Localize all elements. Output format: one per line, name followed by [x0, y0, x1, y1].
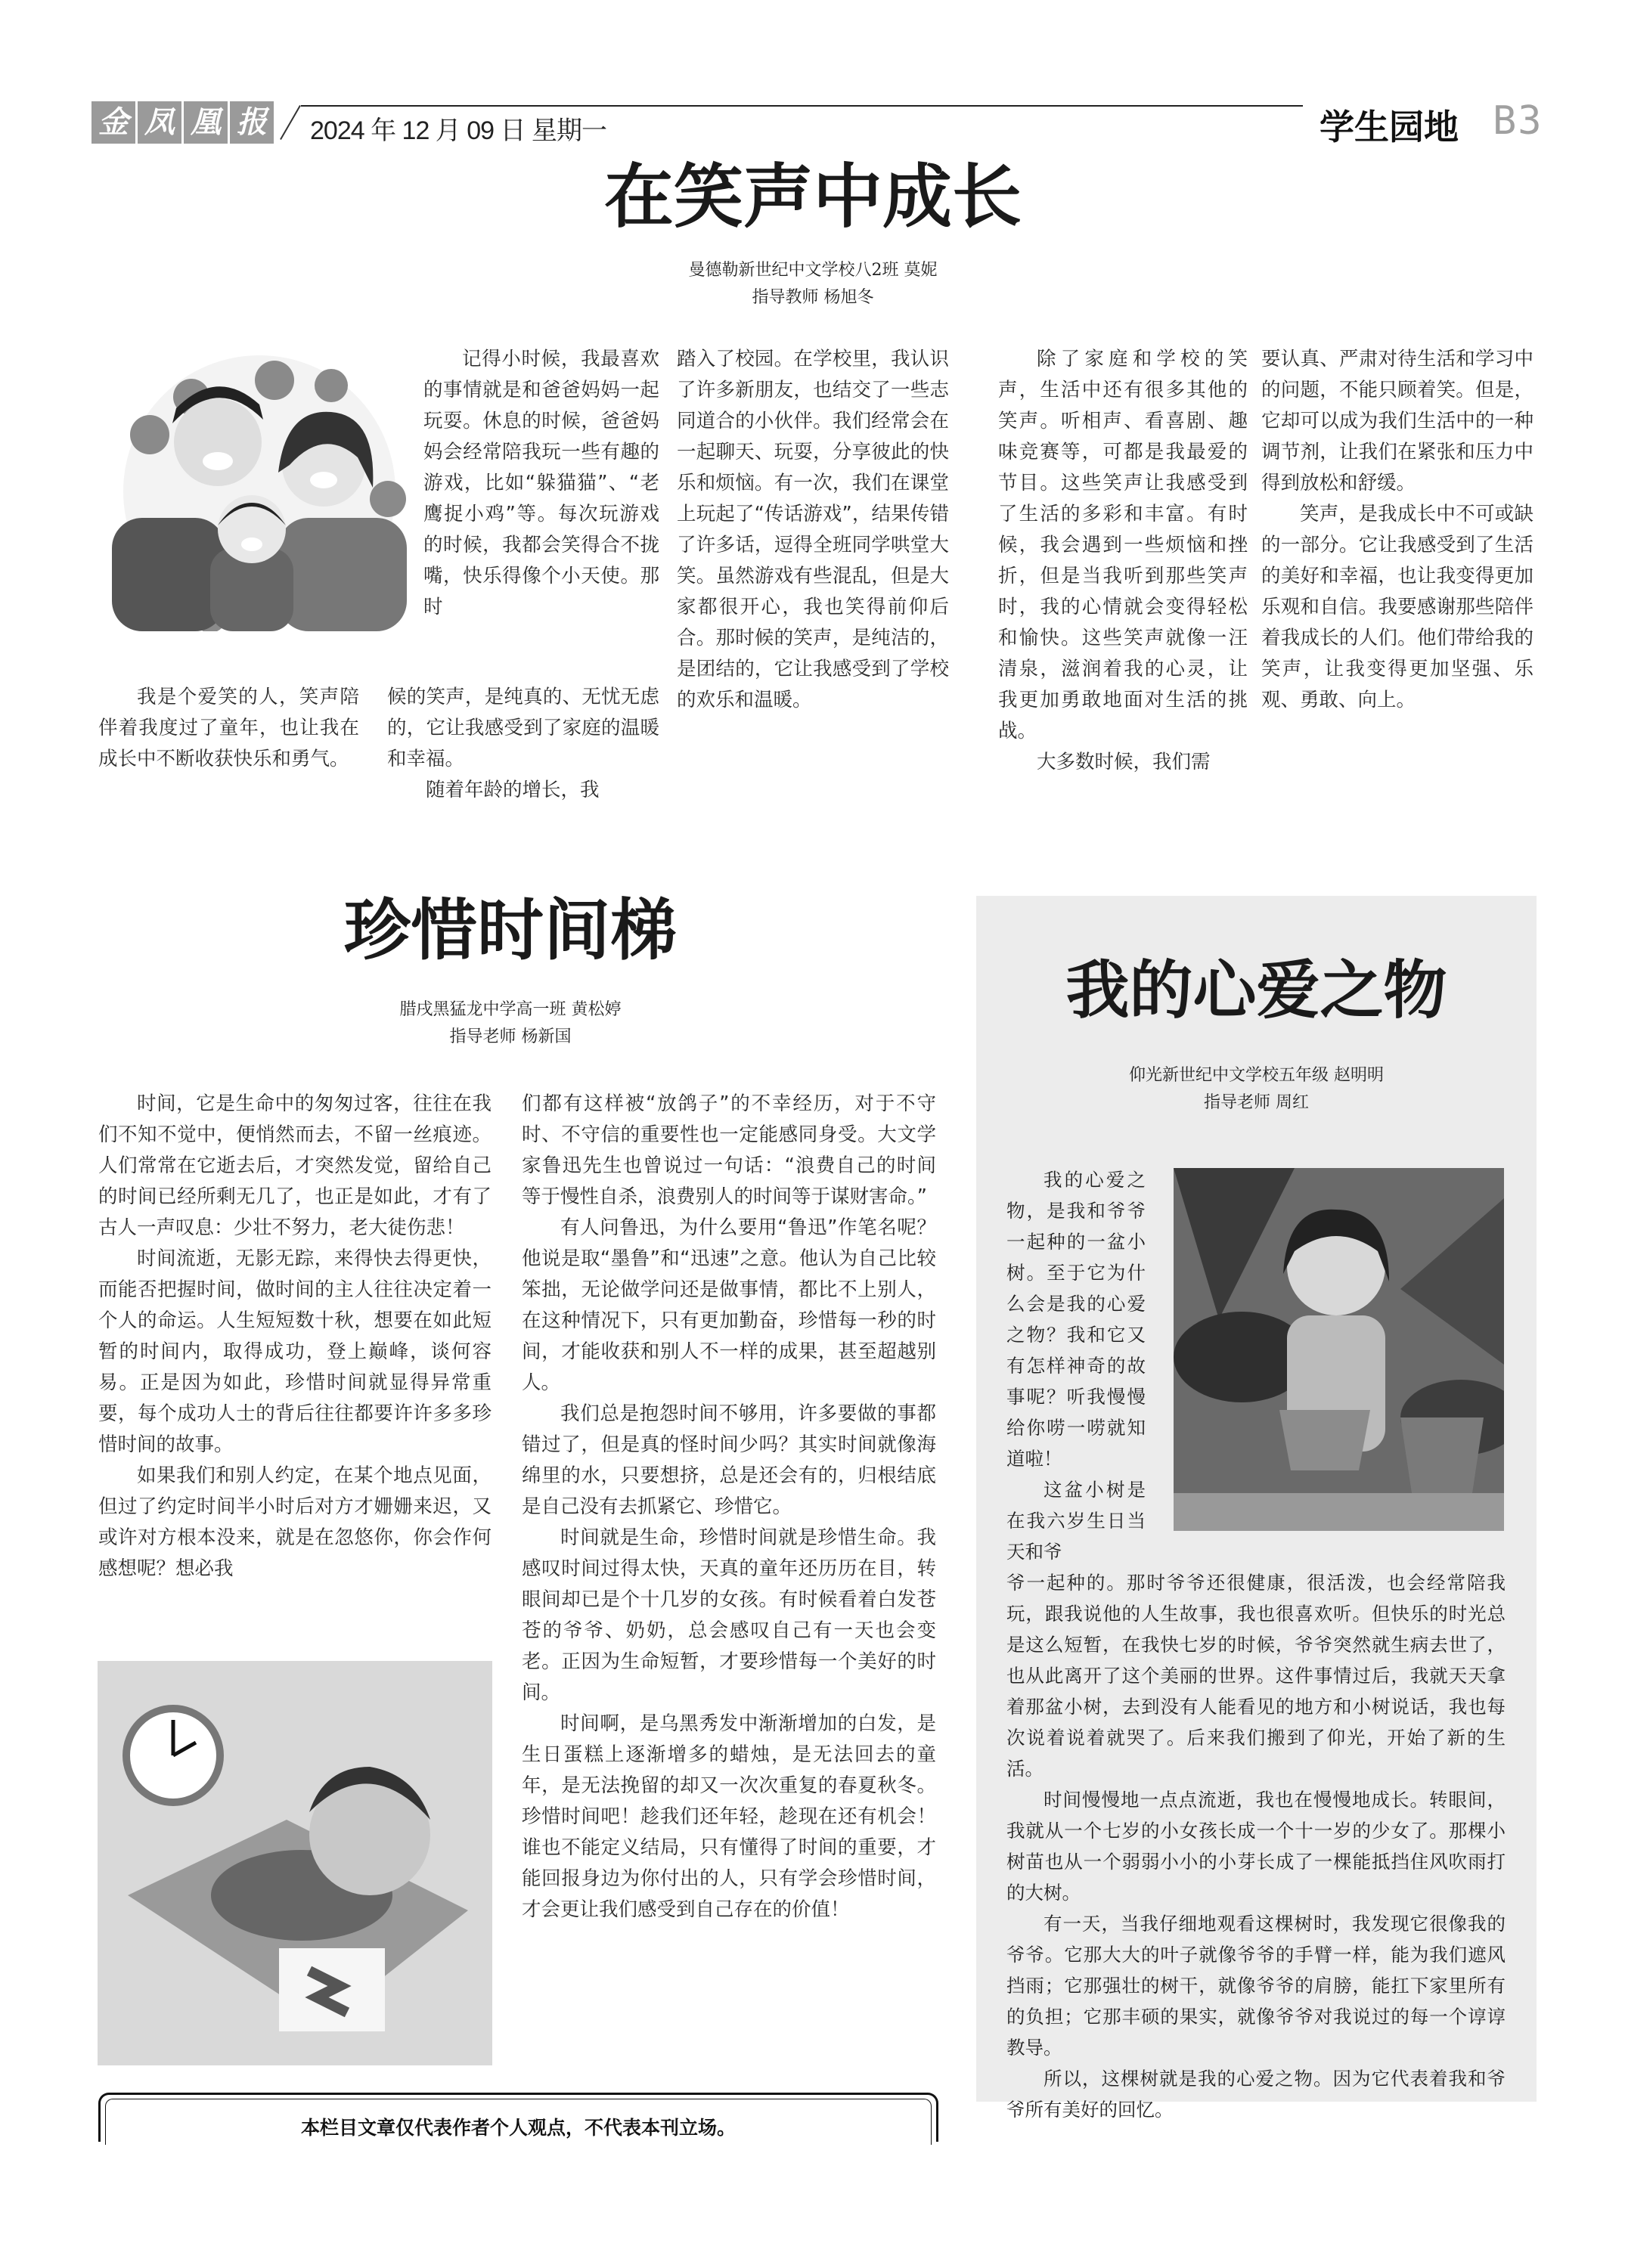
article3-title: 我的心爱之物 [1065, 953, 1447, 1027]
paragraph: 爷一起种的。那时爷爷还很健康，很活泼，也会经常陪我玩，跟我说他的人生故事，我也很喜欢听。但快乐的时光总是这么短暂，在我快七岁的时候，爷爷突然就生病去世了，也从此离开了这个美丽的世界。这件事情过后，我就天天拿着那盆小树，去到没有人能看见的地方和小树说话，我也每次说着说着就哭了。后来我们搬到了仰光，开始了新的生活。 [1006, 1572, 1506, 1780]
masthead-char: 凤 [138, 101, 181, 144]
article3-teacher: 指导老师 周红 [1204, 1093, 1309, 1112]
article2-byline [250, 996, 771, 1051]
masthead-char: 凰 [184, 101, 228, 144]
article3-side-column [1006, 1164, 1146, 1567]
paragraph: 如果我们和别人约定，在某个地点见面，但过了约定时间半小时后对方才姗姗来迟，又或许对方根本没来，就是在忽悠你，你会作何感想呢？想必我 [98, 1464, 492, 1580]
paragraph: 踏入了校园。在学校里，我认识了许多新朋友，也结交了一些志同道合的小伙伴。我们经常会在一起聊天、玩耍，分享彼此的快乐和烦恼。有一次，我们在课堂上玩起了“传话游戏”，结果传错了许多话，逗得全班同学哄堂大笑。虽然游戏有些混乱，但是大家都很开心，我也笑得前仰后合。那时候的笑声，是纯洁的，是团结的，它让我感受到了学校的欢乐和温暖。 [677, 348, 949, 711]
paragraph: 要认真、严肃对待生活和学习中的问题，不能只顾着笑。但是，它却可以成为我们生活中的一种调节剂，让我们在紧张和压力中得到放松和舒缓。 [1261, 348, 1534, 494]
article2-column-2 [522, 1089, 936, 1926]
article3-author-school: 仰光新世纪中文学校五年级 赵明明 [1129, 1066, 1384, 1085]
paragraph: 大多数时候，我们需 [1037, 751, 1211, 773]
article1-teacher: 指导教师 杨旭冬 [752, 288, 874, 307]
article2-author-school: 腊戌黑猛龙中学高一班 黄松婷 [399, 1000, 622, 1019]
article2-title: 珍惜时间梯 [343, 891, 677, 969]
paragraph: 时间啊，是乌黑秀发中渐渐增加的白发，是生日蛋糕上逐渐增多的蜡烛，是无法回去的童年，是无法挽留的却又一次次重复的春夏秋冬。珍惜时间吧！趁我们还年轻，趁现在还有机会！谁也不能定义结局，只有懂得了时间的重要，才能回报身边为你付出的人，只有学会珍惜时间，才会更让我们感受到自己存在的价值！ [522, 1712, 936, 1921]
page-number: B3 [1493, 98, 1543, 144]
paragraph: 有人问鲁迅，为什么要用“鲁迅”作笔名呢？他说是取“墨鲁”和“迅速”之意。他认为自己比较笨拙，无论做学问还是做事情，都比不上别人，在这种情况下，只有更加勤奋，珍惜每一秒的时间，才能收获和别人不一样的成果，甚至超越别人。 [522, 1216, 936, 1394]
article1-column-3 [998, 344, 1248, 778]
paragraph: 时间就是生命，珍惜时间就是珍惜生命。我感叹时间过得太快，天真的童年还历历在目，转眼间却已是个十几岁的女孩。有时候看着白发苍苍的爷爷、奶奶，总会感叹自己有一天也会变老。正因为生命短暂，才要珍惜每一个美好的时间。 [522, 1526, 936, 1704]
disclaimer-text: 本栏目文章仅代表作者个人观点，不代表本刊立场。 [300, 2117, 736, 2139]
child-clock-illustration-image [98, 1661, 492, 2065]
article1-column-4 [1261, 344, 1534, 716]
paragraph: 笑声，是我成长中不可或缺的一部分。它让我感受到了生活的美好和幸福，也让我变得更加乐观和自信。我要感谢那些陪伴着我成长的人们。他们带给我的笑声，让我变得更加坚强、乐观、勇敢、向上。 [1261, 503, 1534, 711]
disclaimer-banner [98, 2093, 938, 2142]
girl-plants-illustration-image [1174, 1168, 1504, 1531]
article3-full-column [1006, 1567, 1506, 2125]
section-name: 学生园地 [1320, 107, 1459, 147]
paragraph: 我是个爱笑的人，笑声陪伴着我度过了童年，也让我在成长中不断收获快乐和勇气。 [98, 686, 359, 770]
paragraph: 我的心爱之物，是我和爷爷一起种的一盆小树。至于它为什么会是我的心爱之物？我和它又有怎样神奇的故事呢？听我慢慢给你唠一唠就知道啦！ [1006, 1169, 1146, 1470]
article2-column-1 [98, 1089, 492, 1585]
masthead-logo [91, 101, 274, 144]
article1-column-2 [677, 344, 949, 716]
paragraph: 这盆小树是在我六岁生日当天和爷 [1006, 1479, 1146, 1563]
paragraph: 时间流逝，无影无踪，来得快去得更快，而能否把握时间，做时间的主人往往决定着一个人的命运。人生短短数十秋，想要在如此短暂的时间内，取得成功，登上巅峰，谈何容易。正是因为如此，珍惜时间就显得异常重要，每个成功人士的背后往往都要许许多多珍惜时间的故事。 [98, 1247, 492, 1456]
family-illustration-image [97, 344, 422, 631]
article2-teacher: 指导老师 杨新国 [449, 1027, 572, 1046]
article1-column-1-lead [98, 682, 359, 775]
paragraph: 我们总是抱怨时间不够用，许多要做的事都错过了，但是真的怪时间少吗？其实时间就像海绵里的水，只要想挤，总是还会有的，归根结底是自己没有去抓紧它、珍惜它。 [522, 1402, 936, 1518]
article1-column-1b [387, 682, 659, 806]
masthead-char: 金 [91, 101, 135, 144]
paragraph: 除了家庭和学校的笑声，生活中还有很多其他的笑声。听相声、看喜剧、趣味竞赛等，可都是我最爱的节目。这些笑声让我感受到了生活的多彩和丰富。有时候，我会遇到一些烦恼和挫折，但是当我听到那些笑声时，我的心情就会变得轻松和愉快。这些笑声就像一汪清泉，滋润着我的心灵，让我更加勇敢地面对生活的挑战。 [998, 348, 1248, 742]
paragraph: 记得小时候，我最喜欢的事情就是和爸爸妈妈一起玩耍。休息的时候，爸爸妈妈会经常陪我玩一些有趣的游戏，比如“躲猫猫”、“老鹰捉小鸡”等。每次玩游戏的时候，我都会笑得合不拢嘴，快乐得像个小天使。那时 [423, 348, 659, 618]
paragraph: 所以，这棵树就是我的心爱之物。因为它代表着我和爷爷所有美好的回忆。 [1006, 2068, 1506, 2121]
paragraph: 随着年龄的增长，我 [426, 779, 600, 801]
paragraph: 有一天，当我仔细地观看这棵树时，我发现它很像我的爷爷。它那大大的叶子就像爷爷的手臂一样，能为我们遮风挡雨；它那强壮的树干，就像爷爷的肩膀，能扛下家里所有的负担；它那丰硕的果实，就像爷爷对我说过的每一个谆谆教导。 [1006, 1913, 1506, 2059]
paragraph: 候的笑声，是纯真的、无忧无虑的，它让我感受到了家庭的温暖和幸福。 [387, 686, 659, 770]
masthead-char: 报 [230, 101, 274, 144]
paragraph: 时间慢慢地一点点流逝，我也在慢慢地成长。转眼间，我就从一个七岁的小女孩长成一个十一岁的少女了。那棵小树苗也从一个弱弱小小的小芽长成了一棵能抵挡住风吹雨打的大树。 [1006, 1789, 1506, 1904]
header-slash-divider [280, 105, 301, 140]
article1-column-1a [423, 344, 659, 623]
paragraph: 们都有这样被“放鸽子”的不幸经历，对于不守时、不守信的重要性也一定能感同身受。大文学家鲁迅先生也曾说过一句话：“浪费自己的时间等于慢性自杀，浪费别人的时间等于谋财害命。” [522, 1092, 936, 1208]
article1-byline [529, 257, 1096, 311]
article1-title: 在笑声中成长 [603, 156, 1022, 237]
article1-author-school: 曼德勒新世纪中文学校八2班 莫妮 [688, 261, 938, 280]
paragraph: 时间，它是生命中的匆匆过客，往往在我们不知不觉中，便悄然而去，不留一丝痕迹。人们常常在它逝去后，才突然发觉，留给自己的时间已经所剩无几了，也正是如此，才有了古人一声叹息：少壮不努力，老大徒伤悲！ [98, 1092, 492, 1239]
issue-date: 2024 年 12 月 09 日 星期一 [310, 116, 606, 145]
article3-byline [976, 1062, 1537, 1117]
header-rule [301, 105, 1303, 107]
